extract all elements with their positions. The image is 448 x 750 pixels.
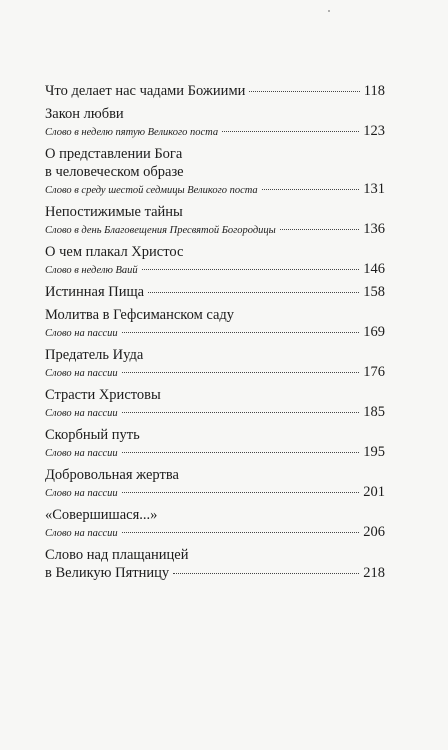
dot-leader — [249, 91, 359, 92]
toc-entry-title: Что делает нас чадами Божиими — [45, 83, 246, 99]
dot-leader — [122, 412, 360, 413]
toc-entry-page: 146 — [363, 261, 385, 277]
dot-leader — [173, 573, 359, 574]
toc-entry[interactable] — [45, 105, 385, 140]
toc-entry[interactable] — [45, 506, 385, 541]
dot-leader — [122, 452, 360, 453]
toc-entry-subtitle: Слово в среду шестой седмицы Великого поста — [45, 185, 258, 196]
toc-entry-page: 158 — [363, 284, 385, 300]
dot-leader — [280, 229, 359, 230]
toc-entry-title: О представлении Бога — [45, 146, 183, 162]
toc-entry[interactable] — [45, 283, 385, 301]
toc-entry-subtitle: Слово в неделю пятую Великого поста — [45, 127, 219, 138]
toc-entry-title: О чем плакал Христос — [45, 244, 184, 260]
toc-entry-title: Закон любви — [45, 106, 124, 122]
toc-entry-subtitle: Слово на пассии — [45, 528, 118, 539]
table-of-contents — [45, 82, 385, 587]
toc-entry[interactable] — [45, 546, 385, 582]
toc-entry-subtitle: Слово на пассии — [45, 408, 118, 419]
toc-entry-subtitle: Слово на пассии — [45, 328, 118, 339]
toc-entry[interactable] — [45, 145, 385, 198]
toc-entry[interactable] — [45, 203, 385, 238]
toc-entry[interactable] — [45, 346, 385, 381]
toc-entry-subtitle: Слово на пассии — [45, 368, 118, 379]
toc-entry-title: Непостижимые тайны — [45, 204, 183, 220]
toc-entry-page: 195 — [363, 444, 385, 460]
toc-entry-page: 185 — [363, 404, 385, 420]
toc-entry-title: Слово над плащаницей — [45, 547, 189, 563]
toc-entry-title: Истинная Пища — [45, 284, 145, 300]
toc-entry-title: Предатель Иуда — [45, 347, 144, 363]
toc-entry-page: 201 — [363, 484, 385, 500]
toc-entry-subtitle: Слово на пассии — [45, 488, 118, 499]
toc-entry[interactable] — [45, 466, 385, 501]
toc-entry-page: 169 — [363, 324, 385, 340]
dot-leader — [148, 292, 359, 293]
toc-entry[interactable] — [45, 426, 385, 461]
toc-entry-title: «Совершишася...» — [45, 507, 158, 523]
toc-entry-page: 131 — [363, 181, 385, 197]
toc-entry-title: Добровольная жертва — [45, 467, 179, 483]
toc-entry-title: в Великую Пятницу — [45, 565, 170, 581]
dot-leader — [262, 189, 360, 190]
toc-entry-page: 136 — [363, 221, 385, 237]
dot-leader — [122, 332, 360, 333]
toc-entry-title: Скорбный путь — [45, 427, 140, 443]
toc-entry-page: 118 — [363, 83, 385, 99]
toc-entry[interactable] — [45, 306, 385, 341]
toc-entry-title: Страсти Христовы — [45, 387, 161, 403]
toc-entry-subtitle: Слово на пассии — [45, 448, 118, 459]
toc-entry-page: 123 — [363, 123, 385, 139]
dot-leader — [122, 492, 360, 493]
toc-entry[interactable] — [45, 82, 385, 100]
toc-entry-title: Молитва в Гефсиманском саду — [45, 307, 235, 323]
toc-entry-title: в человеческом образе — [45, 164, 184, 180]
page-speck — [328, 10, 330, 12]
dot-leader — [122, 372, 360, 373]
dot-leader — [122, 532, 360, 533]
toc-entry-page: 218 — [363, 565, 385, 581]
toc-entry-subtitle: Слово в неделю Ваий — [45, 265, 138, 276]
dot-leader — [222, 131, 359, 132]
toc-entry-subtitle: Слово в день Благовещения Пресвятой Богородицы — [45, 225, 276, 236]
toc-entry[interactable] — [45, 386, 385, 421]
toc-entry-page: 206 — [363, 524, 385, 540]
dot-leader — [142, 269, 360, 270]
toc-entry[interactable] — [45, 243, 385, 278]
toc-entry-page: 176 — [363, 364, 385, 380]
